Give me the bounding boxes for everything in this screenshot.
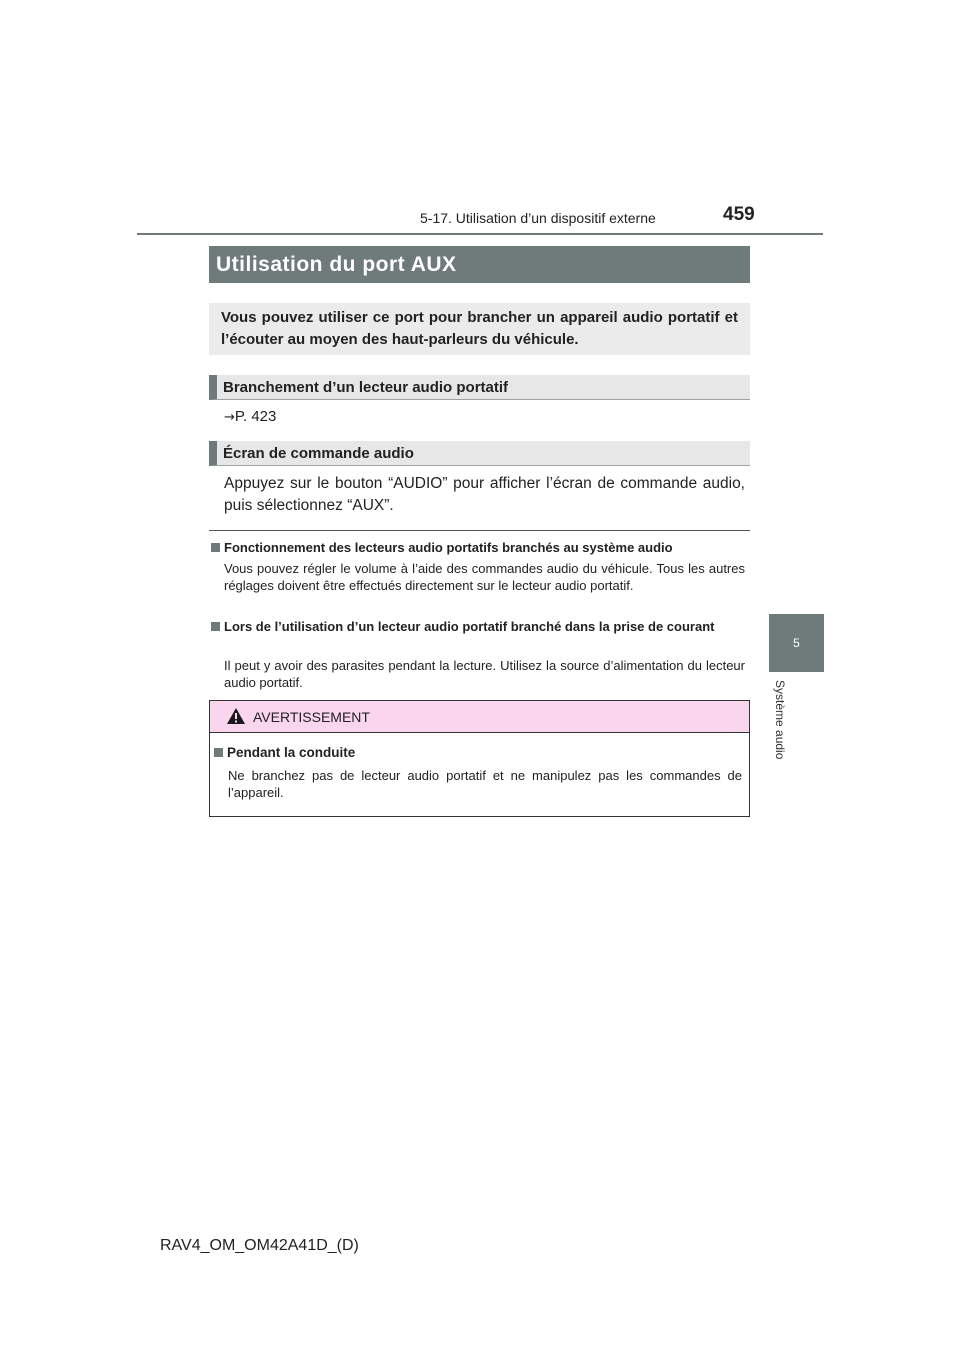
- note-title-1-text: Fonctionnement des lecteurs audio portatifs branchés au système audio: [224, 540, 673, 555]
- warning-triangle-icon: [226, 707, 246, 725]
- warning-title-text: Pendant la conduite: [227, 745, 356, 760]
- intro-text: Vous pouvez utiliser ce port pour brancher un appareil audio portatif et l’écouter au moyen des haut-parleurs du véhicule.: [221, 309, 738, 348]
- warning-box: [209, 700, 750, 817]
- subheading-connection: [209, 375, 750, 400]
- arrow-right-icon: →: [224, 410, 235, 425]
- subheading-audio-screen: [209, 441, 750, 466]
- chapter-side-label: [771, 680, 791, 780]
- audio-screen-paragraph: Appuyez sur le bouton “AUDIO” pour afficher l’écran de commande audio, puis sélectionnez “AUX”.: [224, 475, 745, 514]
- page-title: Utilisation du port AUX: [209, 246, 750, 283]
- warning-body: Ne branchez pas de lecteur audio portatif et ne manipulez pas les commandes de l’appareil.: [228, 768, 742, 800]
- square-bullet-icon: [214, 748, 223, 757]
- warning-label: AVERTISSEMENT: [253, 709, 370, 725]
- note-body-2: Il peut y avoir des parasites pendant la lecture. Utilisez la source d’alimentation du lecteur audio portatif.: [224, 658, 745, 690]
- note-title-2: [211, 619, 751, 635]
- subheading-connection-text: Branchement d’un lecteur audio portatif: [223, 378, 509, 396]
- page-reference-text: P. 423: [234, 408, 277, 425]
- page-reference[interactable]: [224, 408, 276, 425]
- note-title-2-text: Lors de l’utilisation d’un lecteur audio portatif branché dans la prise de courant: [224, 619, 715, 634]
- square-bullet-icon: [211, 622, 220, 631]
- warning-header: [210, 701, 749, 733]
- header-rule: [137, 233, 823, 235]
- note-title-1: [211, 540, 751, 556]
- header-section-title: 5-17. Utilisation d’un dispositif externe: [420, 210, 656, 226]
- chapter-tab-number: 5: [793, 636, 800, 650]
- intro-box: [209, 303, 750, 355]
- page-number: 459: [723, 204, 755, 225]
- chapter-tab: [769, 614, 824, 672]
- section-divider: [209, 530, 750, 531]
- subheading-audio-screen-text: Écran de commande audio: [223, 444, 414, 462]
- warning-title: [214, 745, 355, 760]
- square-bullet-icon: [211, 543, 220, 552]
- note-body-1: Vous pouvez régler le volume à l’aide des commandes audio du véhicule. Tous les autres réglages doivent être effectués directement sur le lecteur audio portatif.: [224, 561, 745, 593]
- chapter-side-label-text: Système audio: [773, 680, 787, 760]
- footer-code: RAV4_OM_OM42A41D_(D): [160, 1237, 359, 1254]
